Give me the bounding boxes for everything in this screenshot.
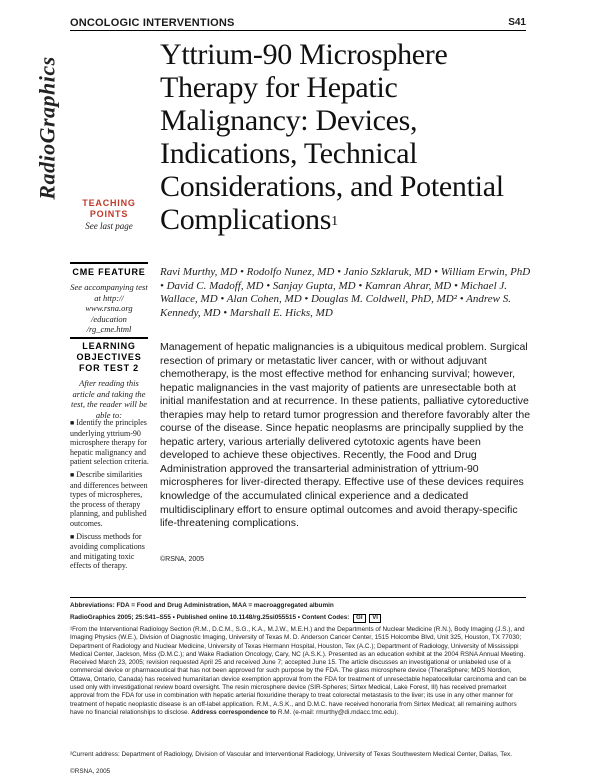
section-label: ONCOLOGIC INTERVENTIONS bbox=[70, 17, 235, 29]
author-list: Ravi Murthy, MD • Rodolfo Nunez, MD • Janio Szklaruk, MD • William Erwin, PhD • David C. Madoff, MD • Sanjay Gupta, MD • Kamran Ahrar, MD • Michael J. Wallace, MD • Alan Cohen, MD • Douglas M. Coldwell, PhD, MD² • Andrew S. Kennedy, MD • Marshall E. Hicks, MD bbox=[160, 266, 531, 319]
checkerboard-logo-graphic bbox=[70, 32, 154, 144]
objective-item: ■ Discuss methods for avoiding complications and mitigating toxic effects of therapy. bbox=[70, 532, 150, 571]
affiliation-footnote bbox=[70, 626, 528, 717]
page-number: S41 bbox=[508, 17, 526, 28]
citation-text: RadioGraphics 2005; 25:S41–S55 • Published online 10.1148/rg.25si055515 • Content Codes: bbox=[70, 614, 350, 621]
journal-name-text: RadioGraphics bbox=[35, 55, 61, 200]
cme-label: CME FEATURE bbox=[72, 267, 146, 277]
objectives-list bbox=[70, 418, 150, 574]
affiliation-text: ¹From the Interventional Radiology Section (R.M., D.C.M., S.G., K.A., M.J.W., M.E.H.) and the Departments of Nuclear Medicine (R.N.), Body Imaging (J.S.), and Imaging Physics (W.E.), Division of Diagnostic Imaging, University of Texas M. D. Anderson Cancer Center, 1515 Holcombe Blvd, Unit 325, Houston, TX 77030; Department of Radiology and Nuclear Medicine, University of Texas Hermann Hospital, Houston, Tex (A.C.); Department of Radiology, University of Mississippi Medical Center, Jackson, Miss (D.M.C.); and Wake Radiation Oncology, Cary, NC (A.S.K.). Presented as an education exhibit at the 2004 RSNA Annual Meeting. Received March 23, 2005; revision requested April 25 and received June 7; accepted June 15. The article discusses an investigational or unlabeled use of a commercial device or pharmaceutical that has not been approved for such purpose by the FDA. The glass microsphere device (TheraSphere; MDS Nordion, Ottawa, Ontario, Canada) has received humanitarian device exemption approval from the FDA for treatment of unresectable hepatocellular carcinoma and can be used only with investigational review board oversight. The resin microsphere device (SIR-Spheres; Sirtex Medical, Lake Forest, Ill) has received premarket approval from the FDA for use in combination with hepatic arterial floxuridine therapy to treat colorectal metastasis to the liver; its use in any other manner for treatment of hepatic neoplastic disease is an off-label application. R.M., A.S.K., and D.M.C. have received honoraria from Sirtex Medical; all remaining authors have no financial relationships to disclose. bbox=[70, 626, 527, 716]
footnote-copyright: ©RSNA, 2005 bbox=[70, 768, 111, 775]
cme-rule bbox=[70, 262, 148, 264]
content-code-badge: GI bbox=[353, 614, 365, 623]
footnote-rule bbox=[70, 597, 526, 598]
objectives-intro: After reading this article and taking the test, the reader will be able to: bbox=[71, 378, 147, 420]
objective-item: ■ Identify the principles underlying yttrium-90 microsphere therapy for hepatic malignancy and patient selection criteria. bbox=[70, 418, 150, 467]
current-address-footnote: ²Current address: Department of Radiology, Division of Vascular and Interventional Radiology, University of Texas Southwestern Medical Center, Dallas, Tex. bbox=[70, 751, 512, 758]
objectives-label: LEARNING OBJECTIVES FOR TEST 2 bbox=[76, 341, 142, 373]
content-code-badge: VI bbox=[369, 614, 381, 623]
abbreviations-text: Abbreviations: FDA = Food and Drug Administration, MAA = macroaggregated albumin bbox=[70, 602, 334, 609]
journal-name bbox=[35, 40, 61, 215]
teaching-points-label: TEACHING POINTS bbox=[82, 198, 136, 219]
objectives-rule bbox=[70, 337, 148, 339]
correspondence-email[interactable]: R.M. (e-mail: rmurthy@di.mdacc.tmc.edu). bbox=[277, 708, 399, 716]
cme-text: See accompanying test at http:// www.rsna.org /education /rg_cme.html bbox=[70, 282, 148, 334]
header-rule bbox=[70, 30, 526, 31]
abstract-copyright: ©RSNA, 2005 bbox=[160, 556, 205, 563]
correspondence-label: Address correspondence to bbox=[191, 708, 277, 716]
teaching-points-note: See last page bbox=[85, 221, 133, 231]
title-footnote-mark: 1 bbox=[331, 214, 338, 229]
article-title bbox=[160, 38, 540, 236]
abstract: Management of hepatic malignancies is a ubiquitous medical problem. Surgical resection of primary or metastatic liver cancer, with or without adjuvant chemotherapy, is the most effective method for enhancing survival; however, hepatic malignancies in the vast majority of patients are unresectable both at initial manifestation and at recurrence. In these patients, palliative cytoreductive therapies may help to retard tumor progression and therefore favorably alter the course of the disease. Since hepatic neoplasms are principally supplied by the hepatic artery, various arterially delivered cytotoxic agents have been developed to achieve these objectives. Recently, the Food and Drug Administration approved the transarterial administration of yttrium-90 microspheres for liver-directed therapy. Effective use of these devices requires knowledge of the accumulated clinical experience and a dedicated multidisciplinary effort to ensure optimal outcomes and avoid therapy-specific life-threatening complications. bbox=[160, 341, 531, 530]
objective-item: ■ Describe similarities and differences between types of microspheres, the process of therapy planning, and published outcomes. bbox=[70, 470, 150, 529]
abbreviations bbox=[70, 602, 528, 610]
title-text: Yttrium-90 Microsphere Therapy for Hepatic Malignancy: Devices, Indications, Technical Considerations, and Potential Complications bbox=[160, 38, 504, 236]
citation-line bbox=[70, 614, 528, 623]
